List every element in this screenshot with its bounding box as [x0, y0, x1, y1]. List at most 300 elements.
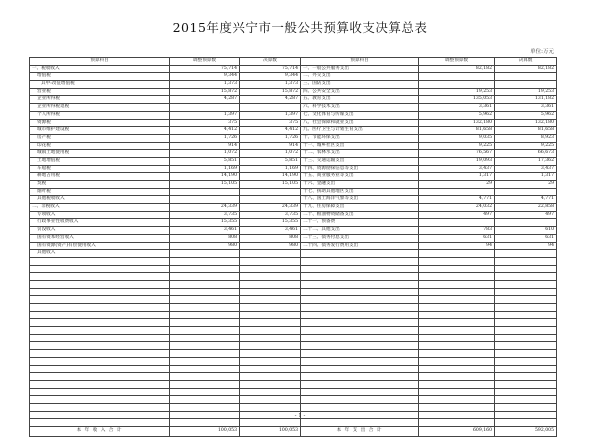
budget-table: [29, 57, 557, 437]
cell-expense-final: [495, 188, 557, 196]
cell-expense-final: 3,437: [495, 165, 557, 173]
cell-income-adjusted: 1,373: [170, 81, 240, 89]
cell-expense-final: [495, 265, 557, 273]
cell-expense-subject: 八、社会保障和就业支出: [301, 119, 419, 127]
cell-income-adjusted: [170, 396, 240, 404]
cell-income-subject: [30, 280, 170, 288]
cell-expense-adjusted: [419, 265, 495, 273]
cell-expense-subject: 十七、援助其他地区支出: [301, 188, 419, 196]
cell-expense-subject: [301, 388, 419, 396]
cell-income-adjusted: 1,726: [170, 134, 240, 142]
cell-expense-subject: [301, 319, 419, 327]
cell-expense-final: [495, 296, 557, 304]
cell-income-final: [240, 373, 301, 381]
cell-expense-final: [495, 380, 557, 388]
cell-income-adjusted: [170, 257, 240, 265]
cell-expense-adjusted: [419, 188, 495, 196]
cell-expense-final: [495, 319, 557, 327]
cell-income-subject: 其他收入: [30, 250, 170, 258]
table-row: [30, 242, 557, 250]
unit-label: 单位:万元: [530, 49, 554, 55]
table-row: [30, 380, 557, 388]
table-row: [30, 181, 557, 189]
cell-income-subject: 其他税收收入: [30, 196, 170, 204]
cell-income-final: 75,714: [240, 65, 301, 73]
cell-expense-final: 131,182: [495, 96, 557, 104]
cell-income-adjusted: [170, 403, 240, 411]
cell-income-subject: [30, 357, 170, 365]
cell-income-adjusted: [170, 265, 240, 273]
table-header-row: [30, 58, 557, 66]
cell-income-adjusted: 15,105: [170, 181, 240, 189]
cell-expense-adjusted: 82,182: [419, 65, 495, 73]
cell-income-subject: [30, 296, 170, 304]
cell-income-final: [240, 350, 301, 358]
cell-expense-final: [495, 350, 557, 358]
cell-income-adjusted: 4,287: [170, 96, 240, 104]
cell-expense-final: 29: [495, 181, 557, 189]
cell-expense-subject: [301, 342, 419, 350]
cell-expense-adjusted: [419, 319, 495, 327]
cell-income-final: [240, 265, 301, 273]
cell-expense-final: 4,771: [495, 196, 557, 204]
table-row: [30, 211, 557, 219]
table-row: [30, 81, 557, 89]
cell-income-subject: 其中:改征增值税: [30, 81, 170, 89]
cell-income-subject: 个人所得税: [30, 111, 170, 119]
cell-expense-adjusted: [419, 288, 495, 296]
cell-income-final: 5,851: [240, 157, 301, 165]
cell-expense-subject: [301, 365, 419, 373]
cell-expense-final: 1,317: [495, 173, 557, 181]
cell-expense-final: 8,923: [495, 134, 557, 142]
cell-income-subject: [30, 288, 170, 296]
cell-income-adjusted: [170, 280, 240, 288]
cell-expense-subject: 三、国防支出: [301, 81, 419, 89]
cell-income-final: [240, 319, 301, 327]
cell-expense-final: 132,180: [495, 119, 557, 127]
cell-income-subject: 城镇土地使用税: [30, 150, 170, 158]
cell-income-final: 808: [240, 234, 301, 242]
page-title: 2015年度兴宁市一般公共预算收支决算总表: [172, 20, 428, 35]
table-row: [30, 365, 557, 373]
cell-expense-subject: 十八、国土海洋气象等支出: [301, 196, 419, 204]
cell-expense-final: [495, 357, 557, 365]
cell-expense-adjusted: 81,658: [419, 127, 495, 135]
cell-expense-adjusted: 5,962: [419, 111, 495, 119]
table-row: [30, 350, 557, 358]
table-row: [30, 296, 557, 304]
cell-income-subject: 烟叶税: [30, 188, 170, 196]
cell-income-final: [240, 342, 301, 350]
expense-total-adjusted: 609,160: [419, 427, 495, 437]
cell-expense-subject: [301, 265, 419, 273]
cell-expense-subject: [301, 304, 419, 312]
cell-income-final: 14,190: [240, 173, 301, 181]
cell-income-final: 1,397: [240, 111, 301, 119]
cell-income-subject: [30, 257, 170, 265]
expense-total-final: 592,005: [495, 427, 557, 437]
table-row: [30, 142, 557, 150]
cell-income-final: [240, 188, 301, 196]
cell-income-final: 4,287: [240, 96, 301, 104]
cell-expense-subject: [301, 257, 419, 265]
cell-expense-subject: 十九、住房保障支出: [301, 204, 419, 212]
cell-income-subject: 企业所得税退税: [30, 104, 170, 112]
cell-income-subject: 印花税: [30, 142, 170, 150]
cell-income-final: 914: [240, 142, 301, 150]
cell-income-final: 15,355: [240, 219, 301, 227]
cell-expense-subject: 十一、城乡社区支出: [301, 142, 419, 150]
header-income-subject: 预算科目: [30, 58, 170, 66]
cell-expense-final: [495, 365, 557, 373]
cell-income-final: [240, 380, 301, 388]
cell-expense-final: [495, 342, 557, 350]
table-row: [30, 104, 557, 112]
cell-income-final: [240, 357, 301, 365]
cell-income-final: 1,072: [240, 150, 301, 158]
cell-income-adjusted: 4,412: [170, 127, 240, 135]
cell-income-adjusted: 9,344: [170, 73, 240, 81]
cell-expense-adjusted: 9,035: [419, 134, 495, 142]
header-income-final: 决算数: [240, 58, 301, 66]
cell-expense-subject: 十、节能环保支出: [301, 134, 419, 142]
income-total-adjusted: 100,053: [170, 427, 240, 437]
cell-income-subject: [30, 365, 170, 373]
cell-expense-adjusted: [419, 296, 495, 304]
cell-income-subject: [30, 304, 170, 312]
cell-expense-subject: [301, 350, 419, 358]
cell-expense-subject: [301, 396, 419, 404]
cell-income-adjusted: 3,735: [170, 211, 240, 219]
table-row: [30, 111, 557, 119]
table-row: [30, 227, 557, 235]
table-row: [30, 134, 557, 142]
cell-expense-adjusted: [419, 327, 495, 335]
cell-expense-subject: [301, 357, 419, 365]
cell-income-adjusted: [170, 304, 240, 312]
cell-income-adjusted: 980: [170, 242, 240, 250]
cell-expense-final: [495, 280, 557, 288]
cell-income-final: 9,344: [240, 73, 301, 81]
cell-income-adjusted: 15,355: [170, 219, 240, 227]
cell-expense-final: [495, 73, 557, 81]
cell-income-final: [240, 280, 301, 288]
table-row: [30, 388, 557, 396]
table-row: [30, 150, 557, 158]
cell-expense-adjusted: [419, 73, 495, 81]
cell-income-final: 24,339: [240, 204, 301, 212]
cell-expense-final: 19,253: [495, 88, 557, 96]
income-total-label: 本 年 收 入 合 计: [30, 427, 170, 437]
table-row: [30, 73, 557, 81]
cell-income-adjusted: 3,461: [170, 227, 240, 235]
cell-expense-subject: 六、科学技术支出: [301, 104, 419, 112]
cell-income-adjusted: 15,872: [170, 88, 240, 96]
cell-expense-final: [495, 81, 557, 89]
cell-income-subject: [30, 388, 170, 396]
cell-income-adjusted: [170, 273, 240, 281]
cell-expense-subject: [301, 250, 419, 258]
cell-income-subject: 一、税收收入: [30, 65, 170, 73]
cell-expense-subject: 五、教育支出: [301, 96, 419, 104]
cell-expense-final: [495, 304, 557, 312]
cell-income-final: 980: [240, 242, 301, 250]
cell-income-final: 4,412: [240, 127, 301, 135]
cell-income-final: 1,169: [240, 165, 301, 173]
cell-income-subject: [30, 311, 170, 319]
cell-expense-adjusted: 3,361: [419, 104, 495, 112]
cell-expense-final: 9,225: [495, 142, 557, 150]
cell-income-adjusted: [170, 250, 240, 258]
header-expense-final: 决算数: [495, 58, 557, 66]
cell-expense-final: [495, 219, 557, 227]
cell-income-adjusted: [170, 388, 240, 396]
table-row: [30, 280, 557, 288]
cell-expense-adjusted: 135,053: [419, 96, 495, 104]
cell-income-adjusted: 1,397: [170, 111, 240, 119]
cell-expense-subject: [301, 373, 419, 381]
cell-income-adjusted: [170, 380, 240, 388]
cell-expense-adjusted: [419, 357, 495, 365]
table-row: [30, 65, 557, 73]
cell-expense-subject: 十三、交通运输支出: [301, 157, 419, 165]
cell-expense-final: 3,361: [495, 104, 557, 112]
table-row: [30, 257, 557, 265]
cell-expense-final: 66,673: [495, 150, 557, 158]
table-row: [30, 119, 557, 127]
table-row: [30, 304, 557, 312]
cell-expense-final: [495, 273, 557, 281]
income-total-final: 100,053: [240, 427, 301, 437]
cell-income-final: 1,373: [240, 81, 301, 89]
table-row: [30, 265, 557, 273]
cell-income-final: [240, 334, 301, 342]
cell-income-subject: 契税: [30, 181, 170, 189]
cell-income-subject: 房产税: [30, 134, 170, 142]
table-row: [30, 357, 557, 365]
page-number: - 1 -: [294, 413, 306, 419]
cell-expense-adjusted: 783: [419, 227, 495, 235]
table-row: [30, 342, 557, 350]
table-row: [30, 396, 557, 404]
cell-income-adjusted: [170, 311, 240, 319]
table-row: [30, 319, 557, 327]
table-row: [30, 373, 557, 381]
cell-expense-final: 631: [495, 234, 557, 242]
cell-expense-subject: 二十二、其他支出: [301, 227, 419, 235]
cell-expense-subject: 七、文化体育与传媒支出: [301, 111, 419, 119]
cell-income-subject: 国有资源(资产)有偿使用收入: [30, 242, 170, 250]
cell-income-final: [240, 196, 301, 204]
cell-expense-subject: 十五、商业服务业等支出: [301, 173, 419, 181]
table-row: [30, 88, 557, 96]
table-row: [30, 334, 557, 342]
cell-expense-subject: 二十一、预备费: [301, 219, 419, 227]
cell-expense-subject: 四、公共安全支出: [301, 88, 419, 96]
cell-expense-subject: [301, 403, 419, 411]
cell-expense-final: [495, 288, 557, 296]
cell-income-subject: [30, 327, 170, 335]
cell-expense-final: [495, 388, 557, 396]
cell-income-subject: 二、非税收入: [30, 204, 170, 212]
cell-expense-final: [495, 334, 557, 342]
cell-income-adjusted: [170, 288, 240, 296]
cell-expense-adjusted: 19,093: [419, 157, 495, 165]
table-row: [30, 188, 557, 196]
cell-income-adjusted: [170, 296, 240, 304]
cell-expense-adjusted: [419, 311, 495, 319]
table-row: [30, 127, 557, 135]
cell-expense-adjusted: [419, 350, 495, 358]
cell-income-subject: 耕地占用税: [30, 173, 170, 181]
cell-income-final: [240, 250, 301, 258]
cell-income-adjusted: 14,190: [170, 173, 240, 181]
table-row: [30, 288, 557, 296]
cell-expense-adjusted: 1,317: [419, 173, 495, 181]
cell-income-subject: 城市维护建设税: [30, 127, 170, 135]
cell-income-subject: [30, 396, 170, 404]
cell-expense-subject: 九、医疗卫生与计划生育支出: [301, 127, 419, 135]
expense-total-label: 本 年 支 出 合 计: [301, 427, 419, 437]
cell-expense-adjusted: 497: [419, 211, 495, 219]
cell-expense-adjusted: 94: [419, 242, 495, 250]
cell-expense-subject: [301, 288, 419, 296]
cell-expense-adjusted: [419, 273, 495, 281]
cell-expense-subject: 二十三、债务付息支出: [301, 234, 419, 242]
cell-expense-adjusted: 76,567: [419, 150, 495, 158]
table-row: [30, 250, 557, 258]
cell-expense-subject: 十六、金融支出: [301, 181, 419, 189]
cell-income-final: 3,735: [240, 211, 301, 219]
header-expense-adjusted: 调整预算数: [419, 58, 495, 66]
cell-expense-adjusted: 29: [419, 181, 495, 189]
cell-income-final: [240, 296, 301, 304]
cell-expense-subject: 二、外交支出: [301, 73, 419, 81]
cell-expense-adjusted: [419, 280, 495, 288]
cell-expense-final: [495, 250, 557, 258]
cell-income-subject: [30, 342, 170, 350]
cell-income-adjusted: [170, 350, 240, 358]
cell-expense-adjusted: [419, 373, 495, 381]
cell-income-adjusted: 5,851: [170, 157, 240, 165]
cell-income-adjusted: 1,169: [170, 165, 240, 173]
cell-income-subject: 罚没收入: [30, 227, 170, 235]
cell-expense-adjusted: [419, 396, 495, 404]
cell-expense-adjusted: [419, 403, 495, 411]
cell-expense-subject: [301, 380, 419, 388]
cell-income-adjusted: [170, 334, 240, 342]
cell-income-adjusted: [170, 104, 240, 112]
cell-income-adjusted: 808: [170, 234, 240, 242]
cell-income-subject: [30, 380, 170, 388]
cell-income-subject: [30, 403, 170, 411]
cell-income-adjusted: 375: [170, 119, 240, 127]
cell-income-adjusted: 1,072: [170, 150, 240, 158]
cell-expense-adjusted: 132,180: [419, 119, 495, 127]
table-row: [30, 165, 557, 173]
table-row: [30, 327, 557, 335]
cell-income-subject: [30, 265, 170, 273]
cell-expense-adjusted: 9,225: [419, 142, 495, 150]
cell-income-subject: [30, 373, 170, 381]
table-row: [30, 311, 557, 319]
cell-expense-final: 94: [495, 242, 557, 250]
cell-income-final: [240, 257, 301, 265]
cell-income-subject: 行政事业性收费收入: [30, 219, 170, 227]
cell-income-adjusted: [170, 373, 240, 381]
cell-expense-adjusted: [419, 334, 495, 342]
cell-income-adjusted: [170, 188, 240, 196]
cell-expense-final: 17,362: [495, 157, 557, 165]
cell-income-final: [240, 104, 301, 112]
cell-expense-final: 82,182: [495, 65, 557, 73]
cell-income-subject: 专项收入: [30, 211, 170, 219]
cell-expense-subject: [301, 334, 419, 342]
cell-expense-adjusted: 24,032: [419, 204, 495, 212]
cell-income-adjusted: [170, 357, 240, 365]
cell-expense-final: 22,858: [495, 204, 557, 212]
cell-expense-final: [495, 403, 557, 411]
cell-expense-final: 610: [495, 227, 557, 235]
cell-expense-subject: 二十四、债务发行费用支出: [301, 242, 419, 250]
cell-income-subject: [30, 334, 170, 342]
cell-income-adjusted: [170, 365, 240, 373]
cell-income-subject: 车船税: [30, 165, 170, 173]
cell-expense-adjusted: [419, 342, 495, 350]
table-row: [30, 219, 557, 227]
cell-income-subject: [30, 273, 170, 281]
cell-expense-adjusted: [419, 257, 495, 265]
cell-income-final: [240, 311, 301, 319]
cell-expense-adjusted: [419, 380, 495, 388]
cell-expense-subject: 二十、粮油物资储备支出: [301, 211, 419, 219]
cell-income-subject: 资源税: [30, 119, 170, 127]
cell-expense-adjusted: 631: [419, 234, 495, 242]
cell-expense-subject: 十四、资源勘探信息等支出: [301, 165, 419, 173]
cell-expense-adjusted: 3,437: [419, 165, 495, 173]
cell-expense-final: [495, 373, 557, 381]
cell-income-adjusted: [170, 196, 240, 204]
cell-expense-subject: [301, 280, 419, 288]
cell-income-adjusted: 914: [170, 142, 240, 150]
cell-income-adjusted: [170, 342, 240, 350]
cell-income-final: [240, 273, 301, 281]
total-row: [30, 427, 557, 437]
cell-income-subject: [30, 350, 170, 358]
table-row: [30, 403, 557, 411]
cell-expense-adjusted: 4,771: [419, 196, 495, 204]
cell-expense-final: [495, 311, 557, 319]
cell-income-adjusted: [170, 327, 240, 335]
cell-income-subject: 国有资本经营收入: [30, 234, 170, 242]
cell-income-final: [240, 396, 301, 404]
cell-expense-subject: [301, 327, 419, 335]
cell-expense-subject: [301, 296, 419, 304]
cell-expense-subject: [301, 311, 419, 319]
cell-income-subject: [30, 319, 170, 327]
cell-income-final: [240, 288, 301, 296]
cell-expense-adjusted: [419, 250, 495, 258]
table-row: [30, 173, 557, 181]
cell-income-final: 15,872: [240, 88, 301, 96]
cell-expense-adjusted: 19,253: [419, 88, 495, 96]
cell-expense-adjusted: [419, 365, 495, 373]
cell-income-subject: 土地增值税: [30, 157, 170, 165]
cell-income-final: [240, 327, 301, 335]
cell-expense-final: 81,658: [495, 127, 557, 135]
cell-income-final: 3,461: [240, 227, 301, 235]
